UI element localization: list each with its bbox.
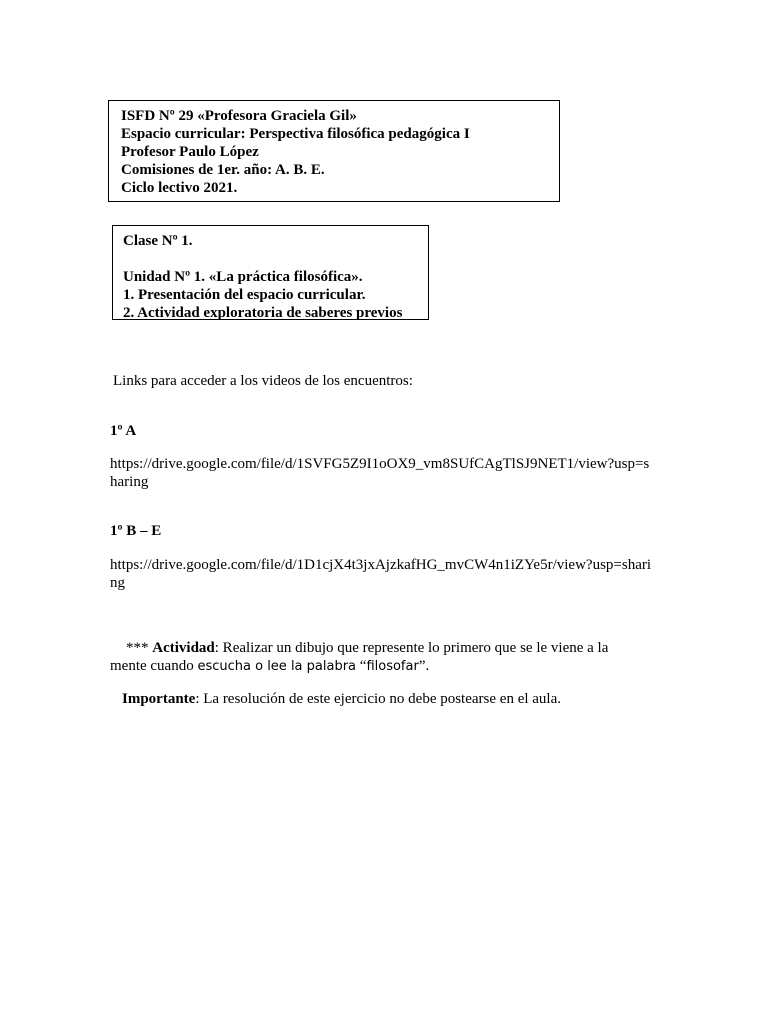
unit-title: Unidad Nº 1. «La práctica filosófica».: [123, 269, 363, 285]
activity-text-3: escucha o lee la palabra: [197, 659, 357, 674]
class-item-1: 1. Presentación del espacio curricular.: [123, 287, 366, 303]
activity-text-2: mente cuando: [110, 658, 198, 674]
important-text: : La resolución de este ejercicio no debe postearse en el aula.: [195, 691, 561, 707]
activity-text-5: filosofar: [366, 659, 419, 674]
section-heading-1a: 1º A: [110, 423, 137, 439]
class-item-2: 2. Actividad exploratoria de saberes previos: [123, 305, 403, 321]
commissions-line: Comisiones de 1er. año: A. B. E.: [121, 162, 325, 178]
institution-line: ISFD Nº 29 «Profesora Graciela Gil»: [121, 108, 357, 124]
class-title: Clase Nº 1.: [123, 233, 193, 249]
section-heading-1be: 1º B – E: [110, 523, 162, 539]
activity-stars: ***: [126, 640, 149, 656]
school-year-line: Ciclo lectivo 2021.: [121, 180, 238, 196]
video-link-1be[interactable]: https://drive.google.com/file/d/1D1cjX4t3jxAjzkafHG_mvCW4n1iZYe5r/view?usp=sharing: [110, 557, 652, 591]
activity-text-1: : Realizar un dibujo que represente lo primero que se le viene a la: [214, 640, 609, 656]
activity-label: Actividad: [152, 640, 215, 656]
video-link-1a[interactable]: https://drive.google.com/file/d/1SVFG5Z9I1oOX9_vm8SUfCAgTlSJ9NET1/view?usp=sharing: [110, 456, 650, 490]
curricular-space-line: Espacio curricular: Perspectiva filosófica pedagógica I: [121, 126, 470, 142]
important-label: Importante: [122, 691, 196, 707]
class-info-box: [112, 225, 429, 320]
important-note: [122, 690, 561, 708]
professor-line: Profesor Paulo López: [121, 144, 259, 160]
activity-paragraph: [110, 639, 608, 676]
header-info-box: [108, 100, 560, 202]
activity-text-4: “: [356, 658, 367, 674]
links-intro: Links para acceder a los videos de los encuentros:: [113, 373, 413, 389]
activity-text-6: ”.: [418, 658, 430, 674]
